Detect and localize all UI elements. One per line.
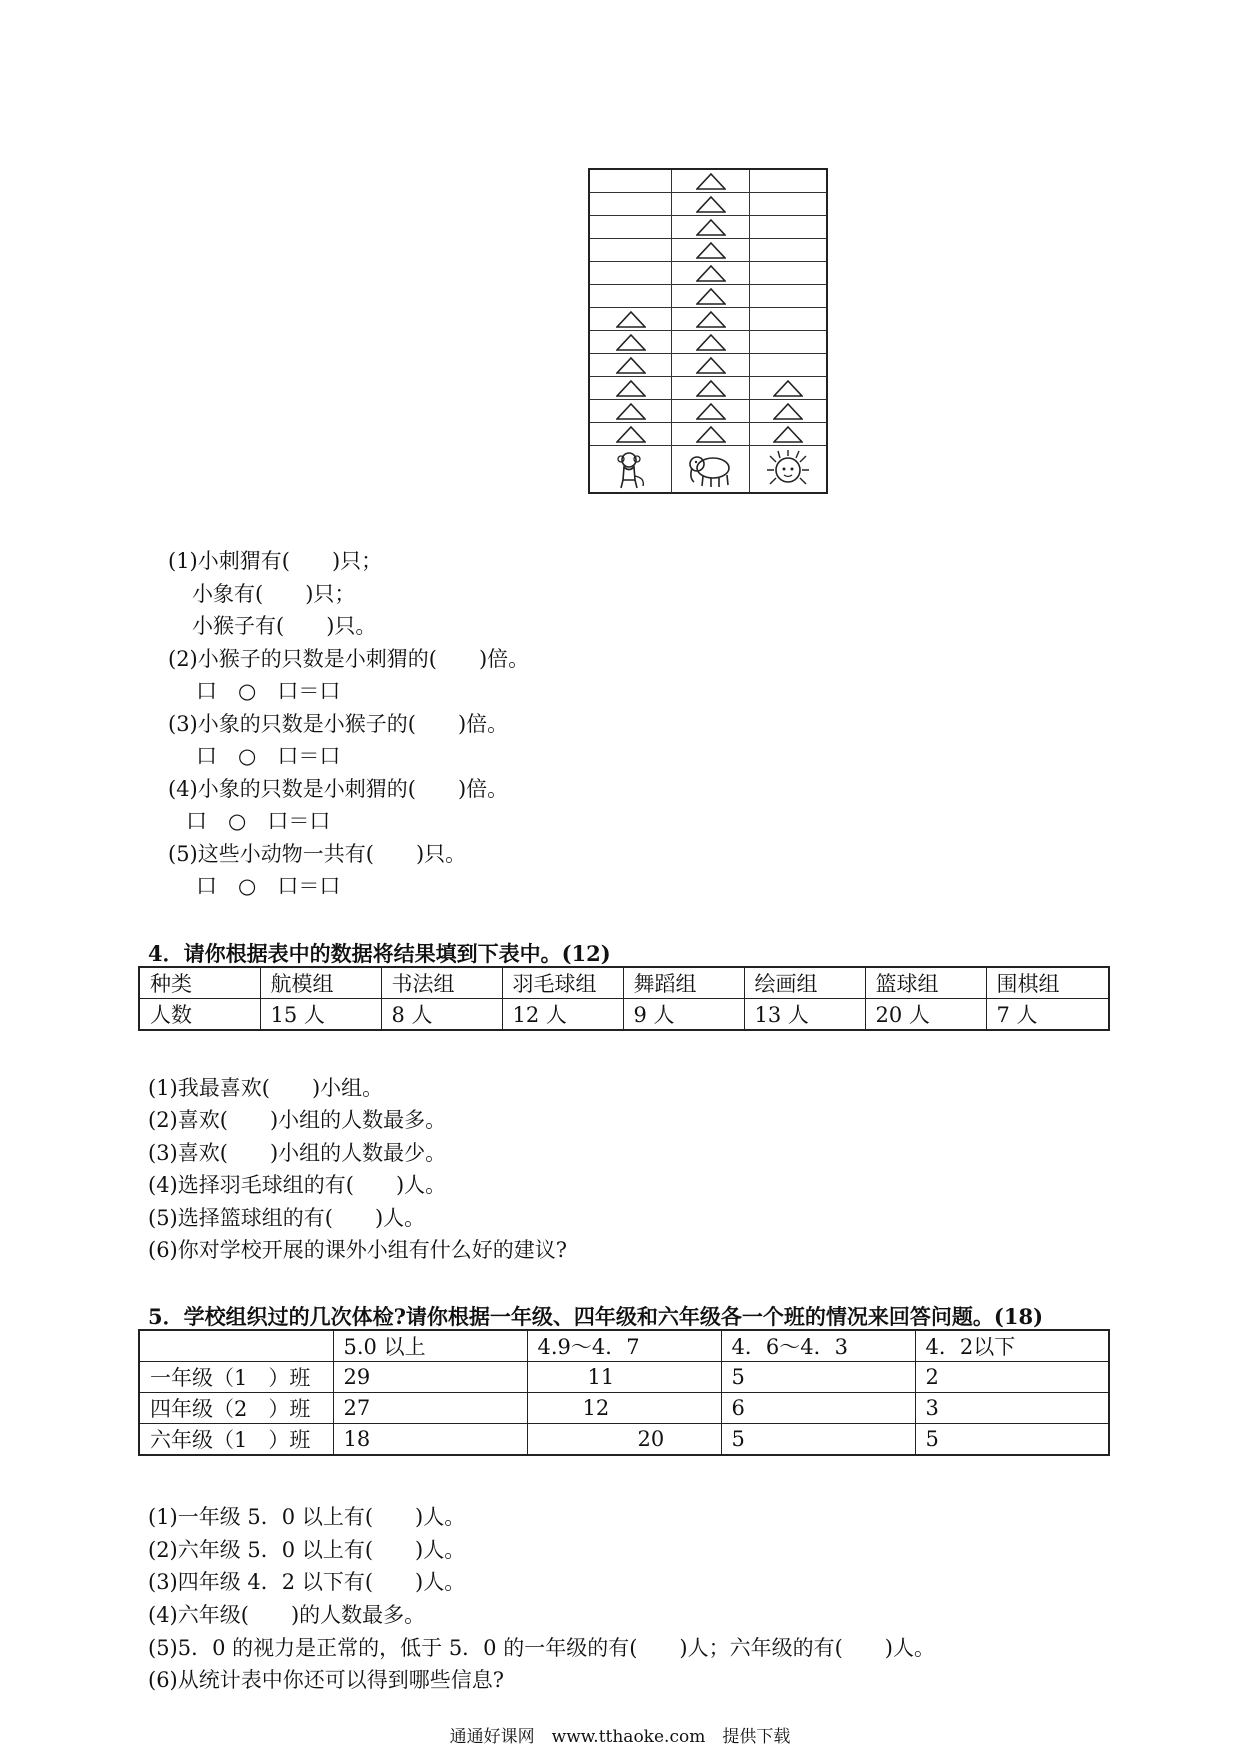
pictograph-cell <box>672 170 750 193</box>
pictograph-cell <box>590 239 672 262</box>
table-cell: 4.9～4．7 <box>527 1330 721 1362</box>
question-4-3: (3)喜欢( )小组的人数最少。 <box>148 1141 447 1165</box>
triangle-icon <box>616 311 646 328</box>
table-cell: 20 <box>527 1424 721 1456</box>
question-3-4: (4)小象的只数是小刺猬的( )倍。 <box>168 777 509 801</box>
table-cell: 一年级（1 ）班 <box>139 1362 333 1393</box>
pictograph-cell <box>672 400 750 423</box>
triangle-icon <box>773 426 803 443</box>
table-row <box>139 1393 1109 1424</box>
hedgehog-icon <box>750 446 826 493</box>
pictograph-cell <box>672 285 750 308</box>
triangle-icon <box>696 288 726 305</box>
table-cell <box>139 1330 333 1362</box>
triangle-icon <box>696 426 726 443</box>
pictograph-cell <box>750 377 826 400</box>
table-cell: 舞蹈组 <box>623 967 744 999</box>
triangle-icon <box>616 403 646 420</box>
pictograph-cell <box>672 377 750 400</box>
table-cell: 四年级（2 ）班 <box>139 1393 333 1424</box>
question-4-4: (4)选择羽毛球组的有( )人。 <box>148 1173 447 1197</box>
section-4-title: 4．请你根据表中的数据将结果填到下表中。(12) <box>148 941 611 966</box>
table-cell: 7 人 <box>986 999 1109 1031</box>
triangle-icon <box>696 403 726 420</box>
table-cell: 航模组 <box>260 967 381 999</box>
table-cell: 18 <box>333 1424 527 1456</box>
pictograph-cell <box>590 377 672 400</box>
table-cell: 12 <box>527 1393 721 1424</box>
pictograph-cell <box>672 331 750 354</box>
table-cell: 5 <box>915 1424 1109 1456</box>
table-cell: 5 <box>721 1424 915 1456</box>
pictograph-cell <box>750 331 826 354</box>
table-cell: 11 <box>527 1362 721 1393</box>
table-header-row <box>139 967 1109 999</box>
table-header-row <box>139 1330 1109 1362</box>
table-cell: 9 人 <box>623 999 744 1031</box>
monkey-icon <box>590 446 672 493</box>
pictograph-cell <box>590 423 672 446</box>
pictograph-cell <box>672 354 750 377</box>
interest-group-table <box>138 966 1110 1031</box>
table-cell: 5.0 以上 <box>333 1330 527 1362</box>
elephant-icon <box>672 446 750 493</box>
table-cell: 13 人 <box>744 999 865 1031</box>
table-cell: 羽毛球组 <box>502 967 623 999</box>
pictograph-cell <box>672 193 750 216</box>
table-cell: 12 人 <box>502 999 623 1031</box>
triangle-icon <box>616 380 646 397</box>
question-5-5: (5)5．0 的视力是正常的，低于 5．0 的一年级的有( )人；六年级的有( )人。 <box>148 1636 935 1660</box>
pictograph-cell <box>750 308 826 331</box>
pictograph-cell <box>750 239 826 262</box>
triangle-icon <box>616 426 646 443</box>
table-row <box>139 1362 1109 1393</box>
pictograph-cell <box>590 193 672 216</box>
pictograph-cell <box>750 400 826 423</box>
pictograph-cell <box>590 308 672 331</box>
pictograph-table <box>588 168 828 494</box>
section-5-title: 5．学校组织过的几次体检?请你根据一年级、四年级和六年级各一个班的情况来回答问题。(18) <box>148 1304 1044 1329</box>
pictograph-cell <box>590 400 672 423</box>
triangle-icon <box>696 357 726 374</box>
table-cell: 篮球组 <box>865 967 986 999</box>
formula-3-5: 口 ○ 口＝口 <box>196 874 341 898</box>
table-cell: 绘画组 <box>744 967 865 999</box>
triangle-icon <box>773 380 803 397</box>
table-cell: 书法组 <box>381 967 502 999</box>
pictograph-cell <box>672 423 750 446</box>
question-5-2: (2)六年级 5．0 以上有( )人。 <box>148 1538 466 1562</box>
question-4-6: (6)你对学校开展的课外小组有什么好的建议? <box>148 1238 568 1262</box>
pictograph-cell <box>590 285 672 308</box>
triangle-icon <box>696 265 726 282</box>
question-5-1: (1)一年级 5．0 以上有( )人。 <box>148 1505 466 1529</box>
vision-table <box>138 1329 1110 1456</box>
table-row <box>139 999 1109 1031</box>
question-3-1b: 小象有( )只； <box>192 582 356 606</box>
table-cell: 20 人 <box>865 999 986 1031</box>
pictograph-cell <box>672 216 750 239</box>
triangle-icon <box>696 242 726 259</box>
pictograph-cell <box>750 262 826 285</box>
question-4-1: (1)我最喜欢( )小组。 <box>148 1076 384 1100</box>
formula-3-3: 口 ○ 口＝口 <box>196 744 341 768</box>
table-row <box>139 1424 1109 1456</box>
footer: 通通好课网 www.tthaoke.com 提供下载 <box>449 1727 791 1747</box>
table-cell: 27 <box>333 1393 527 1424</box>
question-4-2: (2)喜欢( )小组的人数最多。 <box>148 1108 447 1132</box>
question-3-1a: (1)小刺猬有( )只； <box>168 549 383 573</box>
triangle-icon <box>696 173 726 190</box>
question-5-3: (3)四年级 4．2 以下有( )人。 <box>148 1570 466 1594</box>
pictograph-cell <box>750 170 826 193</box>
pictograph-cell <box>590 354 672 377</box>
triangle-icon <box>616 334 646 351</box>
pictograph-cell <box>590 170 672 193</box>
pictograph-cell <box>590 216 672 239</box>
table-cell: 15 人 <box>260 999 381 1031</box>
table-cell: 5 <box>721 1362 915 1393</box>
question-3-2: (2)小猴子的只数是小刺猬的( )倍。 <box>168 647 530 671</box>
question-5-6: (6)从统计表中你还可以得到哪些信息? <box>148 1668 505 1692</box>
formula-3-4: 口 ○ 口＝口 <box>186 809 331 833</box>
pictograph-cell <box>672 308 750 331</box>
pictograph-cell <box>750 216 826 239</box>
table-cell: 六年级（1 ）班 <box>139 1424 333 1456</box>
table-cell: 种类 <box>139 967 260 999</box>
question-5-4: (4)六年级( )的人数最多。 <box>148 1603 426 1627</box>
table-cell: 4．2以下 <box>915 1330 1109 1362</box>
triangle-icon <box>616 357 646 374</box>
question-3-5: (5)这些小动物一共有( )只。 <box>168 842 467 866</box>
pictograph-cell <box>590 262 672 285</box>
table-cell: 4．6～4．3 <box>721 1330 915 1362</box>
triangle-icon <box>696 380 726 397</box>
table-cell: 人数 <box>139 999 260 1031</box>
question-4-5: (5)选择篮球组的有( )人。 <box>148 1206 426 1230</box>
table-cell: 2 <box>915 1362 1109 1393</box>
formula-3-2: 口 ○ 口＝口 <box>196 679 341 703</box>
triangle-icon <box>696 311 726 328</box>
triangle-icon <box>696 196 726 213</box>
pictograph-cell <box>750 193 826 216</box>
triangle-icon <box>696 334 726 351</box>
pictograph-cell <box>672 239 750 262</box>
table-cell: 3 <box>915 1393 1109 1424</box>
question-3-1c: 小猴子有( )只。 <box>192 614 377 638</box>
table-cell: 29 <box>333 1362 527 1393</box>
pictograph-cell <box>750 423 826 446</box>
pictograph-cell <box>750 354 826 377</box>
table-cell: 6 <box>721 1393 915 1424</box>
pictograph-cell <box>590 331 672 354</box>
triangle-icon <box>696 219 726 236</box>
triangle-icon <box>773 403 803 420</box>
table-cell: 8 人 <box>381 999 502 1031</box>
pictograph-cell <box>672 262 750 285</box>
table-cell: 围棋组 <box>986 967 1109 999</box>
question-3-3: (3)小象的只数是小猴子的( )倍。 <box>168 712 509 736</box>
pictograph-cell <box>750 285 826 308</box>
